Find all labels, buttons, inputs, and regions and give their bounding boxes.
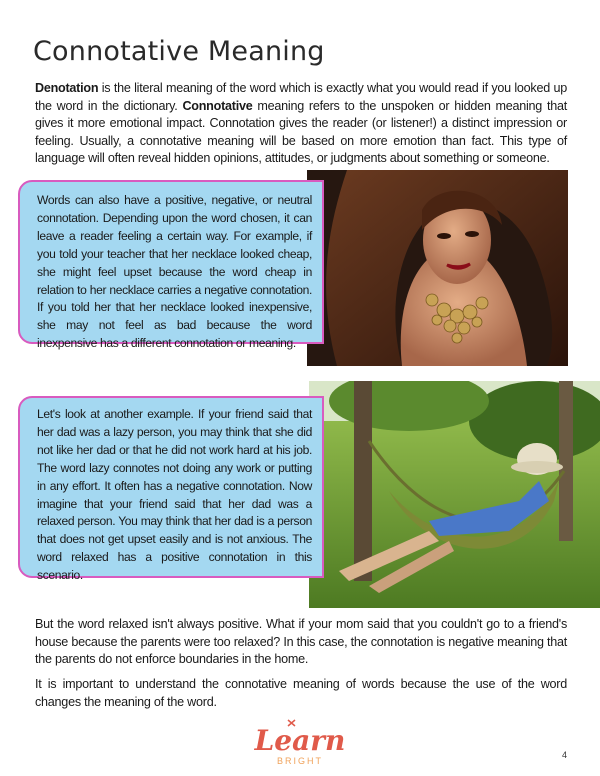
conclusion-paragraph: It is important to understand the connotative meaning of words because the use of the word changes the meaning of the word. xyxy=(35,677,567,709)
man-hammock-photo xyxy=(309,381,600,608)
logo-sub: BRIGHT xyxy=(276,756,324,766)
page-title: Connotative Meaning xyxy=(33,36,325,67)
callout-connotation-types: Words can also have a positive, negative, or neutral connotation. Depending upon the word chosen, it can leave a reader feeling a certain way. For example, if you told your teacher that her necklace looked cheap, she might feel upset because the word cheap in relation to her necklace carries a negative connotation. If you told her that her necklace looked inexpensive, she may not feel as bad because the word inexpensive has a different connotation or meaning. xyxy=(18,180,324,344)
relaxed-paragraph: But the word relaxed isn't always positive. What if your mom said that you couldn't go to a friend's house because the parents were too relaxed? In this case, the connotation is negative meaning that the parents do not enforce boundaries in the home. xyxy=(35,617,567,667)
term-connotative: Connotative xyxy=(182,98,253,113)
learn-bright-logo xyxy=(250,716,350,768)
woman-necklace-photo xyxy=(307,170,568,366)
intro-paragraph xyxy=(35,80,567,168)
term-denotation: Denotation xyxy=(35,81,99,95)
logo-word: Learn xyxy=(254,724,346,757)
intro-text-1: is the literal meaning of the word which is exactly what you would read if you looked up the word in the dictionary. xyxy=(35,81,567,113)
page-number: 4 xyxy=(562,750,568,760)
callout-lazy-relaxed: Let's look at another example. If your friend said that her dad was a lazy person, you may think that she did not like her dad or that he did not work hard at his job. The word lazy connotes not doing any work or putting in any effort. It often has a negative connotation. Now imagine that your friend said that her dad was a relaxed person. You may think that her dad is a person that does not get upset easily and is not anxious. The word relaxed has a positive connotation in this scenario. xyxy=(18,396,324,578)
intro-text-2: meaning refers to the unspoken or hidden meaning that gives it more emotional impact. Connotation gives the reader (or listener!) a distinct impression or feeling. Usually, a connotative meaning will be based on more emotion than fact. This type of language will often reveal hidden opinions, attitudes, or judgments about something or someone. xyxy=(35,98,567,166)
